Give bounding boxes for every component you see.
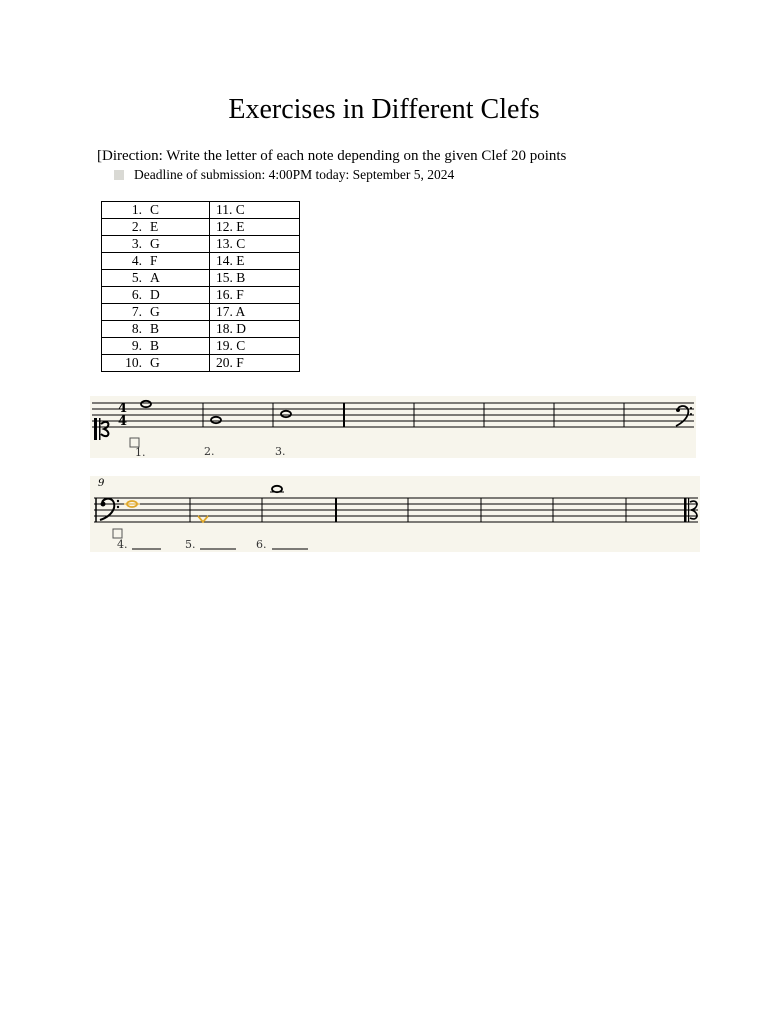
table-cell bbox=[102, 304, 210, 321]
table-cell: 14. E bbox=[210, 253, 300, 270]
music-staff-2 bbox=[90, 476, 700, 552]
item-number: 1. bbox=[131, 202, 142, 217]
table-cell: 15. B bbox=[210, 270, 300, 287]
staff-background bbox=[90, 476, 700, 552]
time-signature-bottom: 4 bbox=[118, 414, 128, 429]
table-cell: 20. F bbox=[210, 355, 300, 372]
table-cell bbox=[102, 219, 210, 236]
table-cell: 11. C bbox=[210, 202, 300, 219]
table-row bbox=[102, 321, 300, 338]
exercise-label: 3. bbox=[275, 445, 286, 458]
item-number: 10. bbox=[125, 355, 142, 370]
table-row bbox=[102, 338, 300, 355]
table-row bbox=[102, 253, 300, 270]
table-cell bbox=[102, 236, 210, 253]
item-letter: E bbox=[150, 219, 159, 234]
item-number: 7. bbox=[131, 304, 142, 319]
table-cell bbox=[102, 253, 210, 270]
table-row bbox=[102, 236, 300, 253]
item-number: 6. bbox=[131, 287, 142, 302]
measure-number: 9 bbox=[98, 478, 105, 489]
table-cell: 19. C bbox=[210, 338, 300, 355]
item-letter: F bbox=[150, 253, 158, 268]
item-letter: B bbox=[150, 321, 160, 336]
table-cell: 18. D bbox=[210, 321, 300, 338]
exercise-label: 5. bbox=[185, 538, 196, 551]
item-letter: C bbox=[150, 202, 160, 217]
table-cell: 17. A bbox=[210, 304, 300, 321]
table-cell bbox=[102, 321, 210, 338]
bullet-icon bbox=[114, 170, 124, 180]
table-cell: 16. F bbox=[210, 287, 300, 304]
item-number: 2. bbox=[131, 219, 142, 234]
table-row bbox=[102, 355, 300, 372]
item-letter: G bbox=[150, 355, 160, 370]
direction-text: [Direction: Write the letter of each note depending on the given Clef 20 points bbox=[97, 148, 567, 164]
page-title: Exercises in Different Clefs bbox=[228, 94, 540, 125]
table-cell bbox=[102, 270, 210, 287]
item-letter: G bbox=[150, 304, 160, 319]
item-number: 3. bbox=[131, 236, 142, 251]
table-cell bbox=[102, 338, 210, 355]
answer-key-table bbox=[101, 201, 300, 372]
table-cell bbox=[102, 287, 210, 304]
exercise-label: 2. bbox=[204, 445, 215, 458]
item-letter: B bbox=[150, 338, 160, 353]
item-number: 8. bbox=[131, 321, 142, 336]
item-number: 9. bbox=[131, 338, 142, 353]
table-row bbox=[102, 304, 300, 321]
table-cell bbox=[102, 355, 210, 372]
item-letter: D bbox=[150, 287, 160, 302]
table-cell: 13. C bbox=[210, 236, 300, 253]
exercise-label: 4. bbox=[117, 538, 128, 551]
exercise-label: 6. bbox=[256, 538, 267, 551]
item-letter: G bbox=[150, 236, 160, 251]
deadline-line bbox=[114, 166, 454, 184]
item-number: 4. bbox=[131, 253, 142, 268]
item-number: 5. bbox=[131, 270, 142, 285]
exercise-label: 1. bbox=[135, 446, 146, 458]
table-row bbox=[102, 287, 300, 304]
item-letter: A bbox=[150, 270, 160, 285]
table-row bbox=[102, 219, 300, 236]
music-staff-1 bbox=[90, 396, 696, 458]
table-cell bbox=[102, 202, 210, 219]
table-row bbox=[102, 270, 300, 287]
table-row bbox=[102, 202, 300, 219]
table-cell: 12. E bbox=[210, 219, 300, 236]
time-signature-top: 4 bbox=[118, 401, 128, 416]
deadline-text: Deadline of submission: 4:00PM today: September 5, 2024 bbox=[134, 167, 455, 182]
